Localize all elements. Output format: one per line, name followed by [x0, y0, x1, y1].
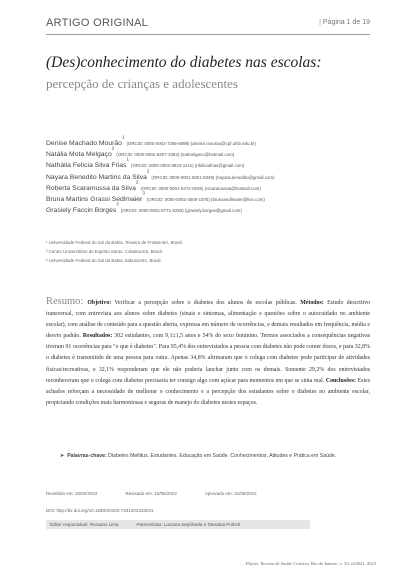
- author-orcid[interactable]: (ORCID: 0000-0002-5771-6259) (grasiely.borges@gmail.com): [120, 208, 242, 214]
- author-list: [46, 132, 376, 215]
- author-orcid[interactable]: (ORCID: 0000-0002-8924-1411) (nfeliciafrias@gmail.com): [130, 163, 245, 169]
- author-row: [46, 132, 376, 147]
- author-affiliation-mark: 3: [142, 190, 145, 196]
- author-name: Denise Machado Mourão: [46, 140, 122, 147]
- author-affiliation-mark: 2: [146, 168, 150, 174]
- page-indicator: [319, 19, 370, 26]
- citation: , Rio de Janeiro, v. 33, e33041, 2023: [308, 561, 376, 566]
- article-title: (Des)conhecimento do diabetes nas escolas:: [46, 54, 322, 71]
- author-name: Roberta Scaramussa da Silva: [46, 184, 136, 192]
- editor-name: Editor responsável: Rossano Lima: [50, 522, 119, 527]
- reviewers: Pareceristas: Luciana Sepúlveda e Tassiana Potrich: [136, 522, 241, 527]
- conclusions-label: Conclusões:: [325, 377, 356, 384]
- page-number: Página 1 de 19: [322, 19, 370, 26]
- affiliations: [46, 240, 376, 266]
- doi-link[interactable]: DOI: http://dx.doi.org/10.1590/S0103-7331202333041: [46, 508, 154, 513]
- article-subtitle: percepção de crianças e adolescentes: [46, 76, 238, 91]
- page-footer: [246, 561, 376, 566]
- received-date: Recebido em: 10/02/2022: [46, 491, 98, 496]
- author-orcid[interactable]: (ORCID: 0000-0002-6207-3382) (natmelgaco@hotmail.com): [116, 152, 235, 158]
- separator: |: [319, 19, 321, 26]
- author-affiliation-mark: 2: [111, 145, 115, 151]
- author-affiliation-mark: 1: [121, 134, 125, 140]
- author-name: Grasiely Faccin Borges: [46, 207, 117, 215]
- author-orcid[interactable]: (ORCID: 0000-0002-4069-1075) (brunasedlmaier@live.com): [146, 196, 265, 202]
- conclusions-text: Estes achados reforçam a necessidade de melhorar o conhecimento e a percepção dos estudantes sobre o diabetes no ambiente escolar, propiciando condições mais harmoniosas e seguras de manejo do diabetes nestes espaços.: [46, 377, 370, 406]
- author-name: Natália Mota Melgaço: [46, 151, 112, 159]
- affiliation-2: ² Centro Universitário do Espírito Santo. Colatina-ES, Brasil.: [46, 248, 163, 254]
- keywords: [60, 452, 376, 461]
- author-orcid[interactable]: (ORCID: 0000-0001-5472-0036) (rscaramussa@hotmail.com): [140, 185, 261, 191]
- author-row: [46, 185, 376, 203]
- author-affiliation-mark: 2: [135, 179, 139, 185]
- journal-name: Physis: Revista de Saúde Coletiva: [245, 561, 309, 566]
- keywords-text: Diabetes Mellitus. Estudantes. Educação em Saúde. Conhecimentos, Atitudes e Prática em Saúde.: [106, 453, 337, 459]
- author-row: [46, 143, 376, 159]
- author-row: [46, 174, 376, 192]
- arrow-icon: ➤: [60, 453, 65, 459]
- dates: [46, 491, 376, 496]
- author-orcid[interactable]: (ORCID: 0000-0001-6501-8349) (nayara.benedito@gmail.com): [151, 174, 275, 180]
- methods-label: Métodos:: [300, 300, 324, 306]
- objective-text: Verificar a percepção sobre o diabetes dos alunos de escolas públicas.: [111, 300, 301, 306]
- keywords-label: Palavras-chave:: [67, 453, 107, 459]
- author-affiliation-mark: 1: [126, 157, 129, 163]
- author-name: Nayara Benedito Martins da Silva: [46, 173, 147, 181]
- author-row: [46, 154, 376, 170]
- objective-label: Objetivo:: [87, 300, 112, 306]
- methods-text: Estudo descritivo transversal, com entrevista aos alunos sobre diabetes (sinais e sintomas, alimentação e questões sobre o autocuidado no ambiente escolar), com análise de conteúdo para a questão aberta, expressa em número de ocorrências, e demais resultados em frequência, média e desvio padrão.: [46, 300, 370, 340]
- author-orcid[interactable]: (ORCID: 0000-0002-7265-6898) (denise.mourao@cpf.ufsb.edu.br): [126, 141, 257, 146]
- author-name: Bruna Martins Grassi Sedlmaier: [46, 195, 143, 203]
- abstract-label: Resumo:: [46, 296, 84, 307]
- affiliation-3: ³ Universidade Federal do Sul da Bahia. Itabuna-BA, Brasil.: [46, 257, 162, 263]
- author-row: [46, 196, 376, 215]
- affiliation-1: ¹ Universidade Federal do Sul da Bahia. Teixeira de Freitas-BA, Brasil.: [46, 240, 183, 245]
- abstract: [46, 296, 370, 409]
- editor-bar: [46, 520, 310, 529]
- author-affiliation-mark: 3: [116, 201, 119, 207]
- page-header: [46, 16, 370, 35]
- results-label: Resultados:: [82, 333, 113, 340]
- section-label: ARTIGO ORIGINAL: [46, 17, 149, 29]
- approved-date: Aprovado em: 31/05/2022: [204, 491, 257, 496]
- revised-date: Revisado em: 10/05/2022: [125, 491, 177, 496]
- results-text: 302 estudantes, com 9,1±1,5 anos e 54% do sexo feminino. Termos associados a consequências negativas tiveram 91 ocorrências para "o que é diabetes". Para 95,4% dos entrevistados a pessoa com diabetes não pode comer doces, e para 32,8% o diabetes é transmitido de uma pessoa para outra. Apenas 34,8% afirmaram que o colega com diabetes pode participar de atividades físicas/recreativas, e 32,1% responderam que ele não poderia lanchar junto com os demais. Somente 29,2% dos entrevistados reconheceram que o colega com diabetes precisaria ter consigo algo com açúcar para momentos em que se sinta mal.: [46, 333, 370, 384]
- author-name: Nathália Felícia Silva Frias: [46, 162, 127, 170]
- author-row: [46, 166, 376, 181]
